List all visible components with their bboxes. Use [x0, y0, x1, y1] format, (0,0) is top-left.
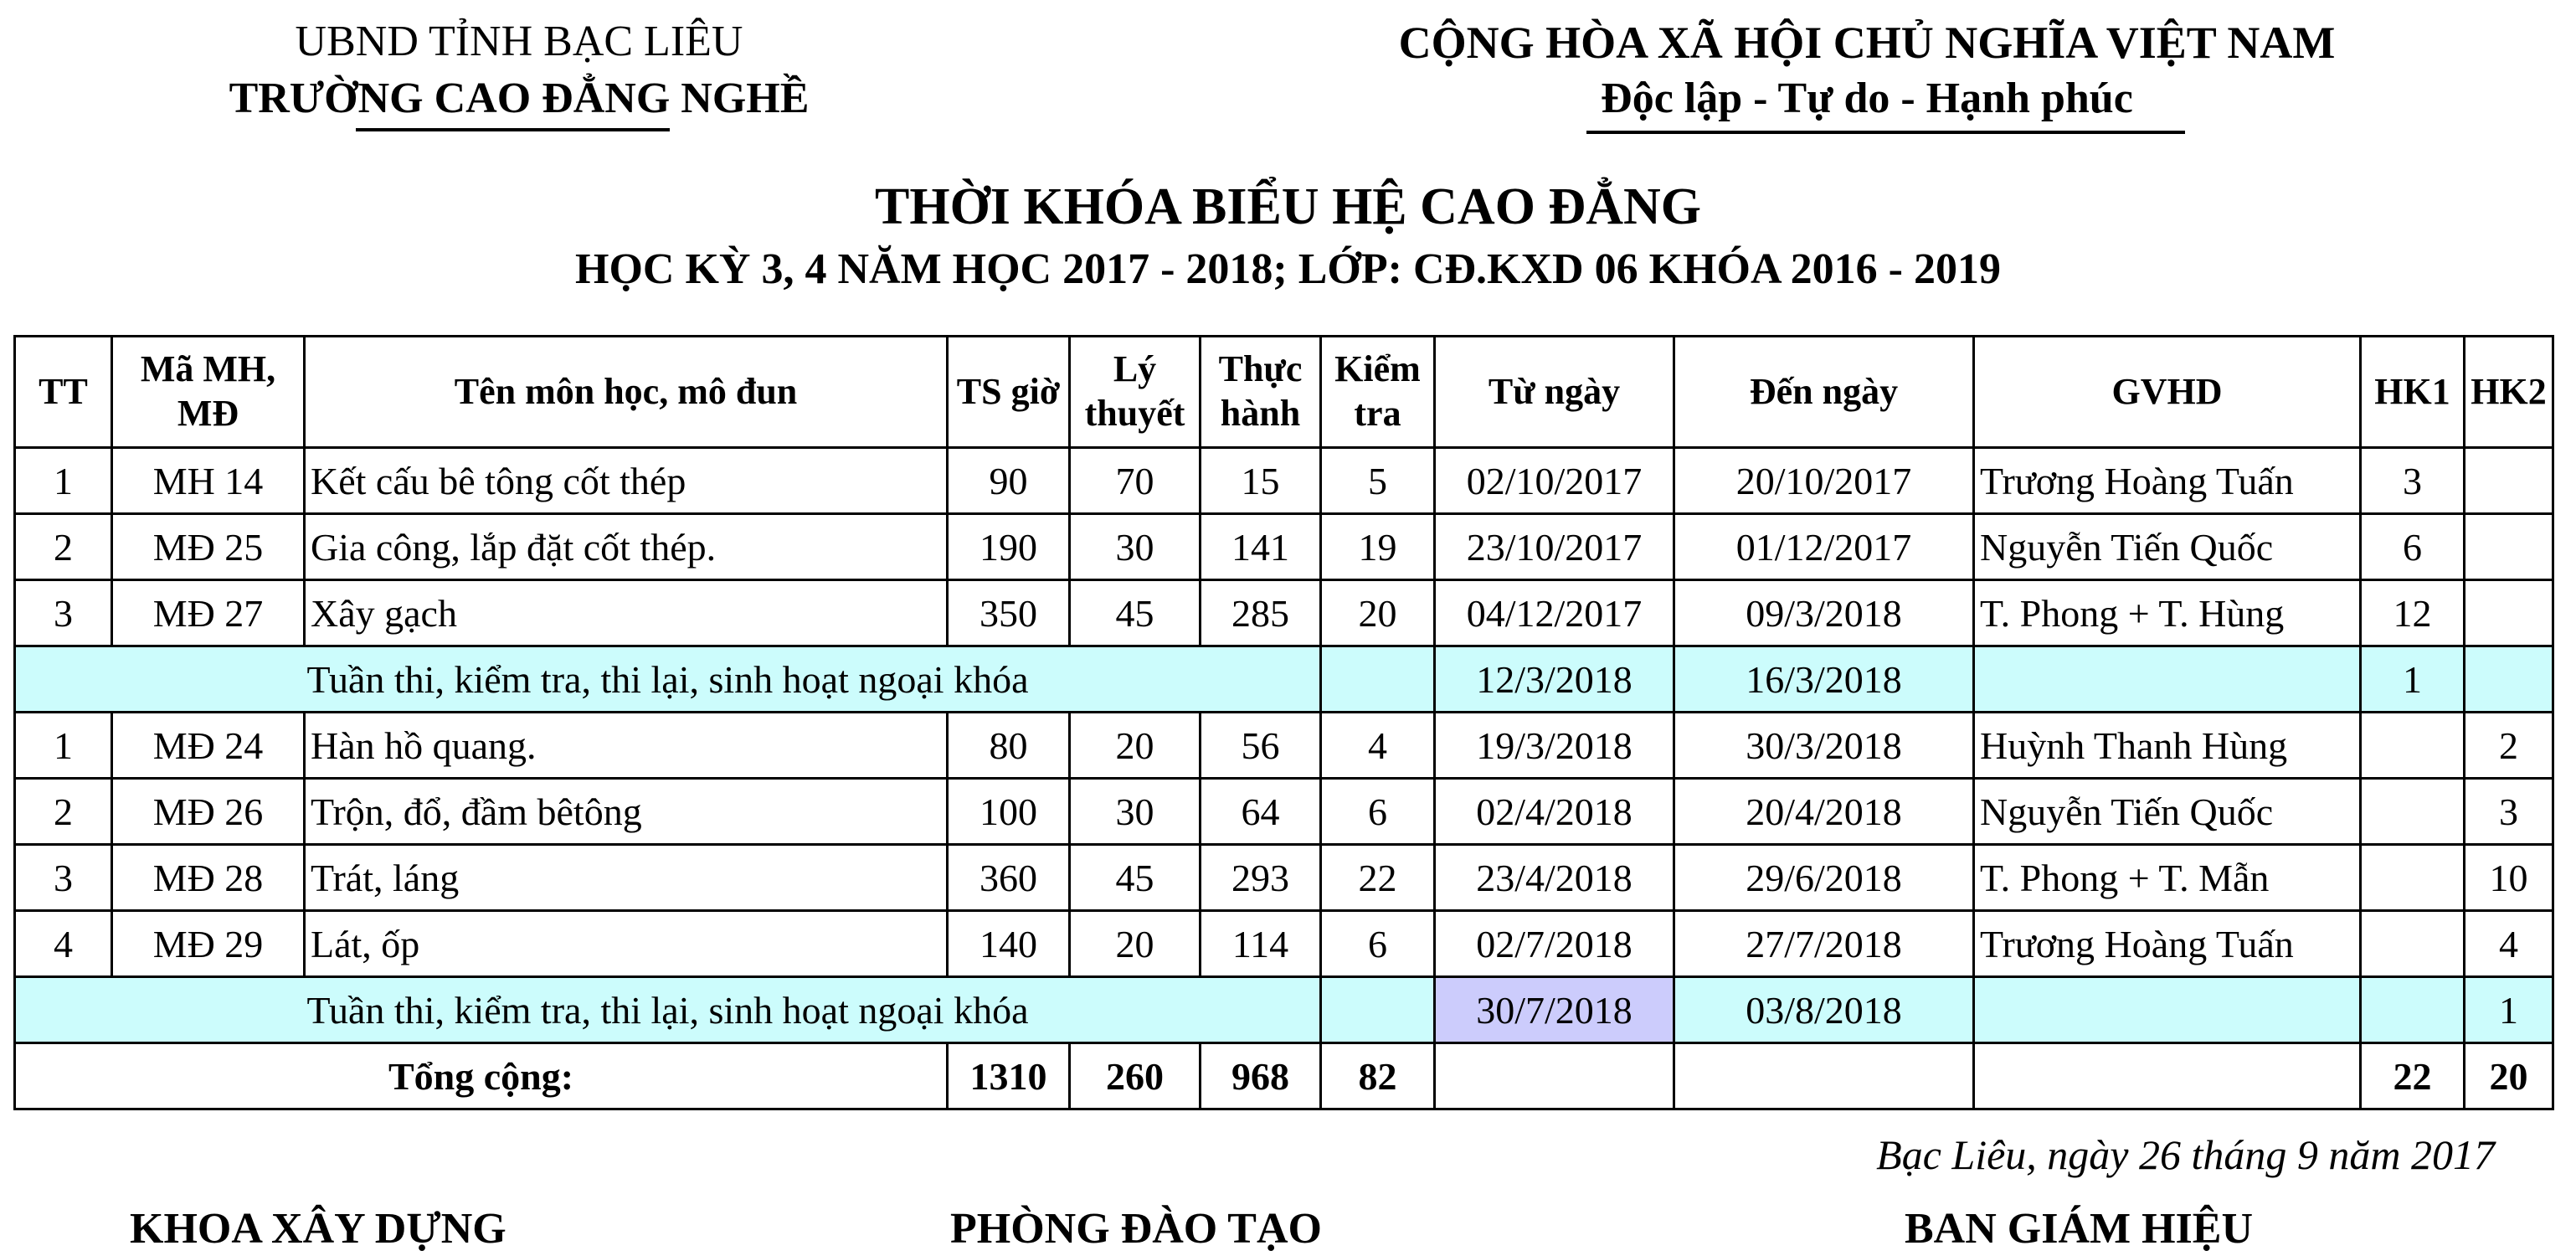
cell-practice: 15 [1201, 448, 1321, 514]
cell-teacher [1974, 977, 2361, 1043]
cell-subject-code: MH 14 [112, 448, 305, 514]
cell-hk2: 2 [2465, 713, 2553, 779]
cell-teacher: Nguyễn Tiến Quốc [1974, 514, 2361, 580]
cell-teacher: T. Phong + T. Hùng [1974, 580, 2361, 646]
cell-practice: 56 [1201, 713, 1321, 779]
cell-to-date: 03/8/2018 [1674, 977, 1974, 1043]
cell-hk2 [2465, 646, 2553, 713]
cell-total-hours: 350 [948, 580, 1070, 646]
cell-subject-name: Lát, ốp [305, 911, 948, 977]
cell-practice: 114 [1201, 911, 1321, 977]
header-total-hours: TS giờ [948, 337, 1070, 448]
cell-to-date: 20/4/2018 [1674, 779, 1974, 845]
signature-training-office: PHÒNG ĐÀO TẠO [950, 1205, 1322, 1253]
cell-hk2: 4 [2465, 911, 2553, 977]
cell-hk2 [2465, 580, 2553, 646]
cell-total-hours: 100 [948, 779, 1070, 845]
cell-from-date: 23/4/2018 [1435, 845, 1674, 911]
total-row [15, 1043, 2553, 1109]
cell-theory: 70 [1070, 448, 1201, 514]
cell-to-date: 27/7/2018 [1674, 911, 1974, 977]
cell-subject-name: Hàn hồ quang. [305, 713, 948, 779]
cell-practice: 285 [1201, 580, 1321, 646]
cell-tt: 3 [15, 845, 112, 911]
header-hk2: HK2 [2465, 337, 2553, 448]
cell-teacher: Huỳnh Thanh Hùng [1974, 713, 2361, 779]
motto-underline [1586, 131, 2185, 134]
cell-practice: 141 [1201, 514, 1321, 580]
cell-subject-code: MĐ 25 [112, 514, 305, 580]
cell-total-hours: 190 [948, 514, 1070, 580]
cell-theory: 30 [1070, 514, 1201, 580]
cell-hk1 [2361, 845, 2465, 911]
exam-week-row [15, 977, 2553, 1043]
header-tt: TT [15, 337, 112, 448]
cell-hk2 [2465, 514, 2553, 580]
cell-subject-name: Trát, láng [305, 845, 948, 911]
cell-hk2: 10 [2465, 845, 2553, 911]
cell-total-hours: 90 [948, 448, 1070, 514]
exam-week-label: Tuần thi, kiểm tra, thi lại, sinh hoạt ngoại khóa [15, 646, 1321, 713]
cell-from-date: 12/3/2018 [1435, 646, 1674, 713]
cell-hk1: 1 [2361, 646, 2465, 713]
cell-hk2: 1 [2465, 977, 2553, 1043]
cell-from-date: 19/3/2018 [1435, 713, 1674, 779]
table-row [15, 448, 2553, 514]
cell-practice: 293 [1201, 845, 1321, 911]
cell-tt: 2 [15, 514, 112, 580]
cell-teacher: T. Phong + T. Mẫn [1974, 845, 2361, 911]
cell-hk2 [2465, 448, 2553, 514]
cell-subject-name: Trộn, đổ, đầm bêtông [305, 779, 948, 845]
cell-hk1: 6 [2361, 514, 2465, 580]
school-name-underline [356, 128, 670, 131]
total-from-date [1435, 1043, 1674, 1109]
national-title: CỘNG HÒA XÃ HỘI CHỦ NGHĨA VIỆT NAM [1398, 18, 2336, 68]
timetable [13, 335, 2554, 1110]
cell-exam [1321, 646, 1435, 713]
cell-theory: 20 [1070, 713, 1201, 779]
header-exam: Kiểm tra [1321, 337, 1435, 448]
total-exam: 82 [1321, 1043, 1435, 1109]
header-hk1: HK1 [2361, 337, 2465, 448]
cell-from-date: 02/7/2018 [1435, 911, 1674, 977]
cell-exam: 6 [1321, 779, 1435, 845]
cell-to-date: 20/10/2017 [1674, 448, 1974, 514]
cell-theory: 30 [1070, 779, 1201, 845]
cell-from-date: 04/12/2017 [1435, 580, 1674, 646]
cell-tt: 4 [15, 911, 112, 977]
total-teacher [1974, 1043, 2361, 1109]
cell-tt: 2 [15, 779, 112, 845]
cell-theory: 45 [1070, 845, 1201, 911]
cell-from-date: 02/10/2017 [1435, 448, 1674, 514]
cell-subject-code: MĐ 24 [112, 713, 305, 779]
cell-subject-name: Kết cấu bê tông cốt thép [305, 448, 948, 514]
header-practice: Thực hành [1201, 337, 1321, 448]
cell-to-date: 01/12/2017 [1674, 514, 1974, 580]
header-theory: Lý thuyết [1070, 337, 1201, 448]
signature-faculty: KHOA XÂY DỰNG [130, 1205, 506, 1253]
cell-to-date: 30/3/2018 [1674, 713, 1974, 779]
signature-board: BAN GIÁM HIỆU [1905, 1205, 2254, 1253]
total-label: Tổng cộng: [15, 1043, 948, 1109]
cell-hk1: 3 [2361, 448, 2465, 514]
cell-exam: 4 [1321, 713, 1435, 779]
national-motto: Độc lập - Tự do - Hạnh phúc [1601, 75, 2133, 122]
total-theory: 260 [1070, 1043, 1201, 1109]
cell-from-date: 02/4/2018 [1435, 779, 1674, 845]
cell-subject-name: Xây gạch [305, 580, 948, 646]
cell-to-date: 29/6/2018 [1674, 845, 1974, 911]
total-hk2: 20 [2465, 1043, 2553, 1109]
school-name: TRƯỜNG CAO ĐẲNG NGHỀ [229, 75, 810, 122]
cell-hk1: 12 [2361, 580, 2465, 646]
cell-hk1 [2361, 977, 2465, 1043]
cell-exam [1321, 977, 1435, 1043]
cell-practice: 64 [1201, 779, 1321, 845]
cell-hk1 [2361, 779, 2465, 845]
cell-teacher [1974, 646, 2361, 713]
cell-exam: 19 [1321, 514, 1435, 580]
cell-exam: 5 [1321, 448, 1435, 514]
cell-teacher: Trương Hoàng Tuấn [1974, 448, 2361, 514]
total-practice: 968 [1201, 1043, 1321, 1109]
exam-week-row [15, 646, 2553, 713]
cell-subject-code: MĐ 28 [112, 845, 305, 911]
cell-subject-code: MĐ 26 [112, 779, 305, 845]
cell-total-hours: 140 [948, 911, 1070, 977]
cell-subject-code: MĐ 29 [112, 911, 305, 977]
cell-tt: 3 [15, 580, 112, 646]
total-to-date [1674, 1043, 1974, 1109]
header-teacher: GVHD [1974, 337, 2361, 448]
document-subtitle: HỌC KỲ 3, 4 NĂM HỌC 2017 - 2018; LỚP: CĐ.KXD 06 KHÓA 2016 - 2019 [575, 245, 2001, 293]
department-name: UBND TỈNH BẠC LIÊU [295, 18, 743, 65]
cell-hk2: 3 [2465, 779, 2553, 845]
cell-theory: 45 [1070, 580, 1201, 646]
document-title: THỜI KHÓA BIỂU HỆ CAO ĐẲNG [875, 178, 1701, 235]
exam-week-label: Tuần thi, kiểm tra, thi lại, sinh hoạt ngoại khóa [15, 977, 1321, 1043]
cell-teacher: Nguyễn Tiến Quốc [1974, 779, 2361, 845]
table-header-row [15, 337, 2553, 448]
place-and-date: Bạc Liêu, ngày 26 tháng 9 năm 2017 [1876, 1131, 2495, 1178]
total-hours: 1310 [948, 1043, 1070, 1109]
total-hk1: 22 [2361, 1043, 2465, 1109]
header-to-date: Đến ngày [1674, 337, 1974, 448]
cell-exam: 20 [1321, 580, 1435, 646]
table-row [15, 514, 2553, 580]
cell-hk1 [2361, 911, 2465, 977]
header-from-date: Từ ngày [1435, 337, 1674, 448]
cell-teacher: Trương Hoàng Tuấn [1974, 911, 2361, 977]
table-row [15, 845, 2553, 911]
cell-from-date: 30/7/2018 [1435, 977, 1674, 1043]
table-row [15, 713, 2553, 779]
cell-total-hours: 80 [948, 713, 1070, 779]
header-subject-code: Mã MH, MĐ [112, 337, 305, 448]
cell-subject-code: MĐ 27 [112, 580, 305, 646]
cell-tt: 1 [15, 713, 112, 779]
cell-to-date: 09/3/2018 [1674, 580, 1974, 646]
cell-theory: 20 [1070, 911, 1201, 977]
cell-from-date: 23/10/2017 [1435, 514, 1674, 580]
cell-total-hours: 360 [948, 845, 1070, 911]
header-subject-name: Tên môn học, mô đun [305, 337, 948, 448]
cell-exam: 22 [1321, 845, 1435, 911]
cell-subject-name: Gia công, lắp đặt cốt thép. [305, 514, 948, 580]
table-row [15, 911, 2553, 977]
cell-hk1 [2361, 713, 2465, 779]
cell-to-date: 16/3/2018 [1674, 646, 1974, 713]
table-row [15, 580, 2553, 646]
cell-tt: 1 [15, 448, 112, 514]
table-row [15, 779, 2553, 845]
cell-exam: 6 [1321, 911, 1435, 977]
